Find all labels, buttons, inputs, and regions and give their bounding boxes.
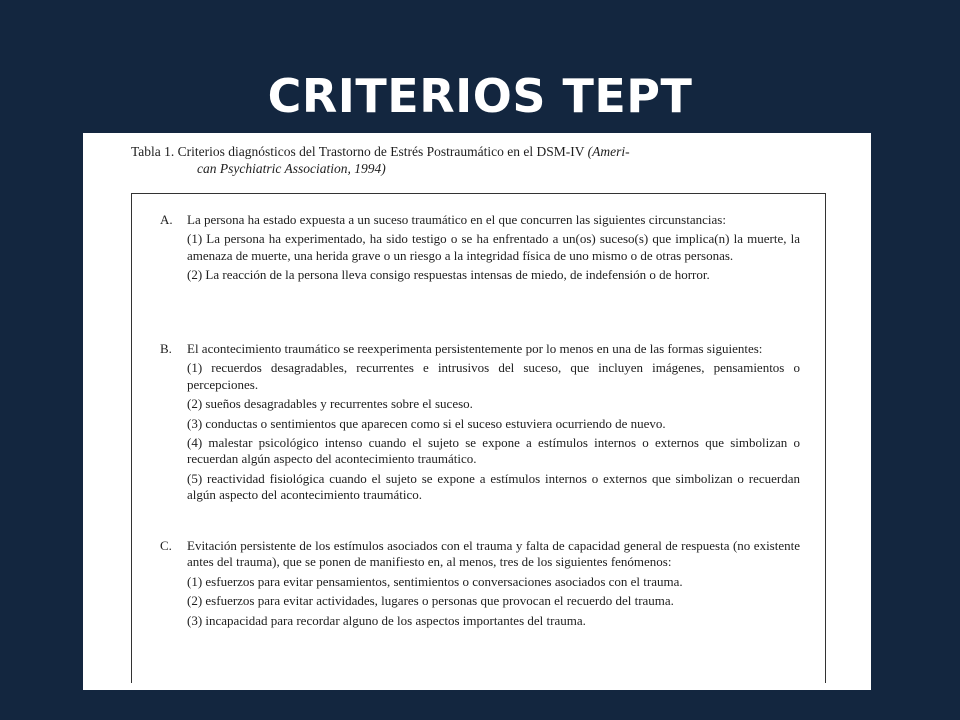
criterion-intro: El acontecimiento traumático se reexperimenta persistentemente por lo menos en una de las formas siguientes: — [187, 341, 763, 356]
criterion-item: (2) La reacción de la persona lleva consigo respuestas intensas de miedo, de indefensión o de horror. — [187, 267, 710, 283]
criterion-b — [160, 341, 800, 504]
criterion-item: (2) sueños desagradables y recurrentes sobre el suceso. — [187, 396, 473, 412]
criterion-item: (2) esfuerzos para evitar actividades, lugares o personas que provocan el recuerdo del trauma. — [187, 593, 674, 609]
table-caption — [131, 143, 821, 177]
caption-text: Tabla 1. Criterios diagnósticos del Trastorno de Estrés Postraumático en el DSM-IV — [131, 144, 588, 159]
criterion-item: (1) esfuerzos para evitar pensamientos, sentimientos o conversaciones asociados con el trauma. — [187, 573, 683, 589]
criterion-item: (5) reactividad fisiológica cuando el sujeto se expone a estímulos internos o externos que simbolizan o recuerdan algún aspecto del acontecimiento traumático. — [187, 470, 800, 503]
criterion-item: (3) conductas o sentimientos que aparecen como si el suceso estuviera ocurriendo de nuevo. — [187, 415, 666, 431]
slide-title: CRITERIOS TEPT — [267, 68, 693, 123]
criterion-intro: Evitación persistente de los estímulos asociados con el trauma y falta de capacidad general de respuesta (no existente antes del trauma), que se ponen de manifiesto en, al menos, tres de los siguientes fenómenos: — [187, 538, 800, 570]
criterion-c — [160, 538, 800, 629]
caption-citation-part1: (Ameri- — [587, 144, 630, 159]
criterion-a — [160, 212, 800, 284]
criterion-letter: C. — [160, 538, 172, 553]
criterion-intro: La persona ha estado expuesta a un suceso traumático en el que concurren las siguientes circunstancias: — [187, 212, 726, 227]
criterion-item: (1) recuerdos desagradables, recurrentes e intrusivos del suceso, que incluyen imágenes, pensamientos o percepciones. — [187, 360, 800, 392]
criterion-letter: B. — [160, 341, 172, 356]
criterion-item: (4) malestar psicológico intenso cuando el sujeto se expone a estímulos internos o externos que simbolizan o recuerdan algún aspecto del acontecimiento traumático. — [187, 435, 800, 467]
criterion-letter: A. — [160, 212, 173, 227]
caption-citation-part2: can Psychiatric Association, 1994) — [197, 161, 386, 176]
criterion-item: (3) incapacidad para recordar alguno de los aspectos importantes del trauma. — [187, 612, 586, 628]
criterion-item: (1) La persona ha experimentado, ha sido testigo o se ha enfrentado a un(os) suceso(s) que implica(n) la muerte, la amenaza de muerte, una herida grave o un riesgo a la integridad física de uno mismo o de otras personas. — [187, 231, 800, 263]
criteria-table — [131, 193, 826, 683]
scanned-table-image — [83, 133, 871, 690]
